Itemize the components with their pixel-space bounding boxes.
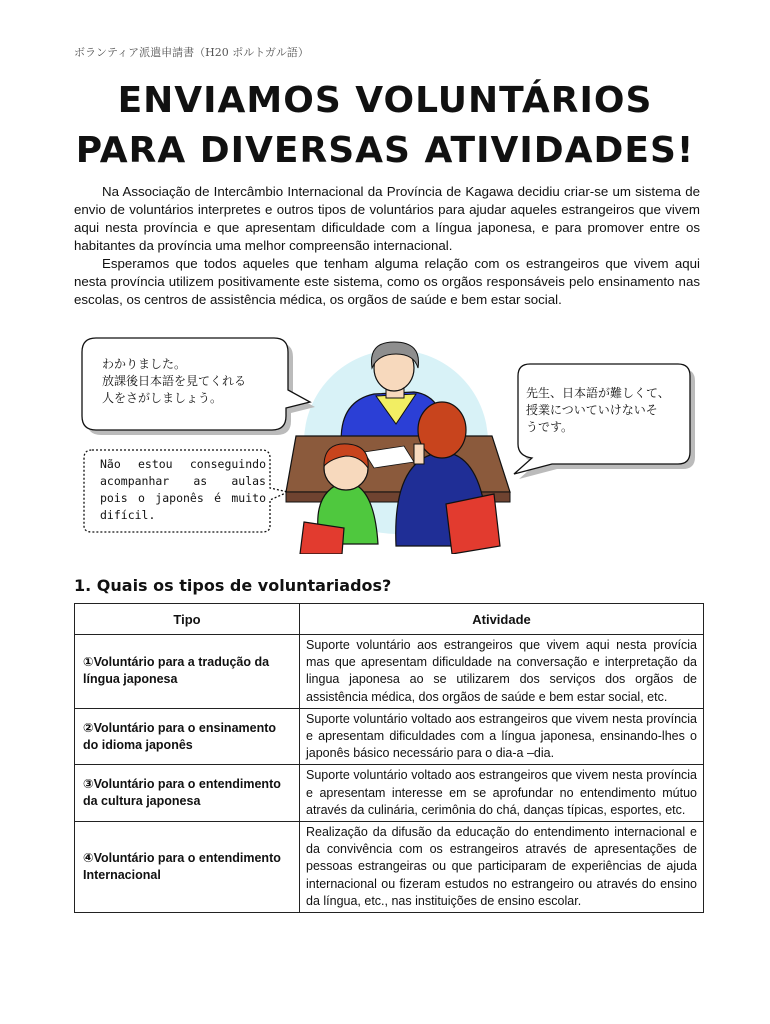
volunteer-types-table xyxy=(74,603,704,913)
type-cell: ①Voluntário para a tradução da língua japonesa xyxy=(75,635,300,709)
activity-cell: Suporte voluntário voltado aos estrangeiros que vivem nesta província e apresentam interesse em se aprofundar no entendimento mútuo através da culinária, cerimônia do chá, danças típicas, esportes, etc. xyxy=(300,765,704,822)
section-heading: 1. Quais os tipos de voluntariados? xyxy=(74,576,392,595)
type-cell: ③Voluntário para o entendimento da cultura japonesa xyxy=(75,765,300,822)
parent-bubble-line: 先生、日本語が難しくて、 xyxy=(526,386,670,400)
child-bubble-text: Não estou conseguindo acompanhar as aulas pois o japonês é muito difícil. xyxy=(100,457,266,522)
activity-cell: Suporte voluntário aos estrangeiros que vivem aqui nesta provícia mas que apresentam dificuldade na conversação e interpretação da lingua japonesa ao se utilizarem dos serviços dos orgãos de assistência médica, dos orgãos de saúde e bem estar social, etc. xyxy=(300,635,704,709)
illustration xyxy=(74,332,700,554)
teacher-bubble-line: 放課後日本語を見てくれる xyxy=(102,374,247,388)
intro-text xyxy=(74,183,700,309)
intro-paragraph-2: Esperamos que todos aqueles que tenham alguma relação com os estrangeiros que vivem aqui nesta província utilizem positivamente este sistema, como os orgãos responsáveis pelo ensinamento nas escolas, os centros de assistência médica, os orgãos de saúde e bem estar social. xyxy=(74,256,700,307)
parent-bubble-line: 授業についていけないそ xyxy=(526,403,658,417)
type-cell: ②Voluntário para o ensinamento do idioma japonês xyxy=(75,708,300,765)
chair-right xyxy=(446,494,500,554)
teacher-bubble-line: 人をさがしましょう。 xyxy=(102,391,223,405)
column-header-type: Tipo xyxy=(75,604,300,635)
column-header-activity: Atividade xyxy=(300,604,704,635)
table-header-row xyxy=(75,604,704,635)
activity-cell: Realização da difusão da educação do entendimento internacional e da convivência com os estrangeiros através de apresentações de pessoas estrangeiras ou que participaram de experiências de ajuda internacional ou fizeram estudos no estrangeiro ou através do ensino da língua, etc., nas instituições de ensino escolar. xyxy=(300,822,704,913)
activity-cell: Suporte voluntário voltado aos estrangeiros que vivem nesta província e apresentam dificuldades com a língua japonesa, ensinando-lhes o japonês básico necessário para o dia-a –dia. xyxy=(300,708,704,765)
parent-bubble-text xyxy=(526,385,690,436)
chair-left xyxy=(300,522,344,554)
title-line-2: PARA DIVERSAS ATIVIDADES! xyxy=(75,130,695,171)
header-note: ボランティア派遣申請書（H20 ポルトガル語） xyxy=(74,46,309,59)
type-cell: ④Voluntário para o entendimento Internacional xyxy=(75,822,300,913)
teacher-bubble-text xyxy=(102,356,292,407)
parent-bubble-line: うです。 xyxy=(526,420,574,434)
intro-paragraph-1: Na Associação de Intercâmbio Internacional da Província de Kagawa decidiu criar-se um sistema de envio de voluntários interpretes e outros tipos de voluntários para ajudar aqueles estrangeiros que vivem aqui nesta província e que apresentam dificuldade com a língua japonesa, e para promover entre os habitantes da província uma melhor compreensão internacional. xyxy=(74,184,700,253)
page-title xyxy=(40,76,730,176)
teacher-bubble-line: わかりました。 xyxy=(102,357,187,371)
table-row xyxy=(75,708,704,765)
table-row xyxy=(75,765,704,822)
title-line-1: ENVIAMOS VOLUNTÁRIOS xyxy=(117,80,653,121)
table-row xyxy=(75,822,704,913)
table-row xyxy=(75,635,704,709)
